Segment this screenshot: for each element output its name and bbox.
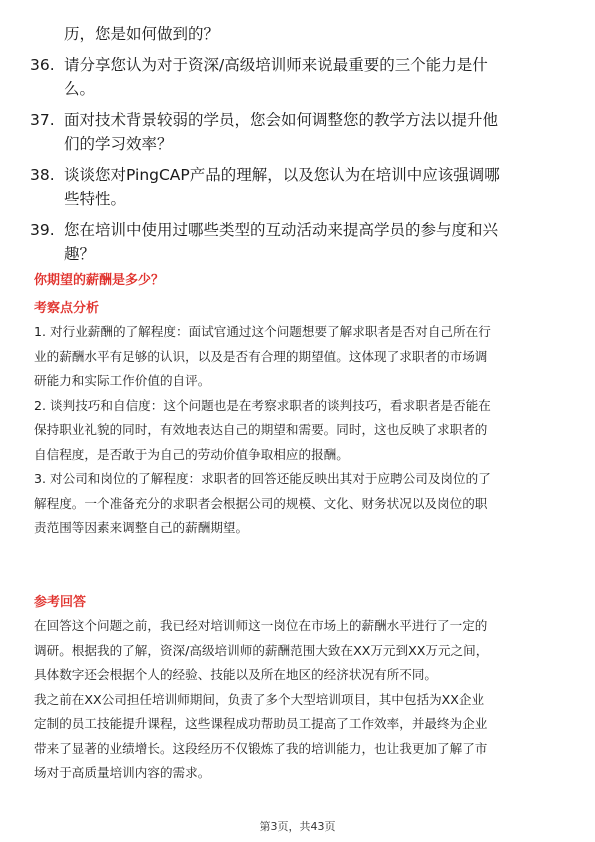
answer-paragraph-1	[34, 614, 562, 688]
analysis-paragraph-1	[34, 320, 562, 394]
question-text-line: 请分享您认为对于资深/高级培训师来说最重要的三个能力是什	[64, 56, 488, 74]
question-36	[30, 53, 570, 101]
answer-heading: 参考回答	[34, 595, 87, 610]
salary-question-title: 你期望的薪酬是多少？	[34, 273, 165, 288]
answer-body	[34, 614, 562, 786]
paragraph-line: 场对于高质量培训内容的需求。	[34, 765, 211, 780]
question-text	[64, 53, 570, 101]
paragraph-line: 我之前在XX公司担任培训师期间，负责了多个大型培训项目，其中包括为XX企业	[34, 691, 485, 707]
question-text-line: 些特性。	[64, 190, 127, 208]
question-text-line: 面对技术背景较弱的学员，您会如何调整您的教学方法以提升他	[64, 111, 499, 129]
answer-section	[34, 594, 562, 612]
question-number: 36.	[30, 56, 55, 74]
paragraph-line: 研能力和实际工作价值的自评。	[34, 373, 211, 388]
paragraph-line: 具体数字还会根据个人的经验、技能以及所在地区的经济状况有所不同。	[34, 667, 437, 682]
analysis-paragraph-2	[34, 394, 562, 468]
paragraph-line: 责范围等因素来调整自己的薪酬期望。	[34, 520, 249, 535]
paragraph-line: 2. 谈判技巧和自信度：这个问题也是在考察求职者的谈判技巧，看求职者是否能在	[34, 397, 491, 413]
paragraph-line: 3. 对公司和岗位的了解程度：求职者的回答还能反映出其对于应聘公司及岗位的了	[34, 471, 491, 486]
question-text-line: 么。	[64, 80, 96, 98]
question-37	[30, 108, 570, 156]
question-35-continuation: 历，您是如何做到的？	[64, 25, 220, 43]
page-footer: 第3页，共43页	[259, 820, 336, 833]
question-text-line: 们的学习效率？	[64, 135, 173, 153]
question-text-line: 谈谈您对PingCAP产品的理解，以及您认为在培训中应该强调哪	[64, 166, 500, 184]
analysis-section	[34, 300, 562, 318]
question-38	[30, 163, 570, 211]
paragraph-line: 调研。根据我的了解，资深/高级培训师的薪酬范围大致在XX万元到XX万元之间，	[34, 642, 489, 658]
question-list	[30, 22, 570, 273]
question-text	[64, 163, 570, 211]
paragraph-line: 业的薪酬水平有足够的认识，以及是否有合理的期望值。这体现了求职者的市场调	[34, 348, 488, 364]
question-number: 37.	[30, 111, 55, 129]
salary-question-section	[34, 272, 562, 290]
question-text	[64, 108, 570, 156]
paragraph-line: 解程度。一个准备充分的求职者会根据公司的规模、文化、财务状况以及岗位的职	[34, 495, 488, 511]
paragraph-line: 带来了显著的业绩增长。这段经历不仅锻炼了我的培训能力，也让我更加了解了市	[34, 740, 488, 756]
analysis-body	[34, 320, 562, 541]
question-text	[64, 218, 570, 266]
paragraph-line: 定制的员工技能提升课程，这些课程成功帮助员工提高了工作效率，并最终为企业	[34, 716, 488, 731]
answer-paragraph-2	[34, 688, 562, 786]
question-number: 38.	[30, 166, 55, 184]
paragraph-line: 1. 对行业薪酬的了解程度：面试官通过这个问题想要了解求职者是否对自己所在行	[34, 324, 491, 339]
analysis-heading: 考察点分析	[34, 301, 100, 316]
question-text-line: 您在培训中使用过哪些类型的互动活动来提高学员的参与度和兴	[64, 221, 499, 239]
analysis-paragraph-3	[34, 467, 562, 541]
question-39	[30, 218, 570, 266]
paragraph-line: 在回答这个问题之前，我已经对培训师这一岗位在市场上的薪酬水平进行了一定的	[34, 618, 488, 633]
paragraph-line: 保持职业礼貌的同时，有效地表达自己的期望和需要。同时，这也反映了求职者的	[34, 422, 488, 437]
question-number: 39.	[30, 221, 55, 239]
question-text-line: 趣？	[64, 245, 96, 263]
paragraph-line: 自信程度，是否敢于为自己的劳动价值争取相应的报酬。	[34, 446, 349, 462]
